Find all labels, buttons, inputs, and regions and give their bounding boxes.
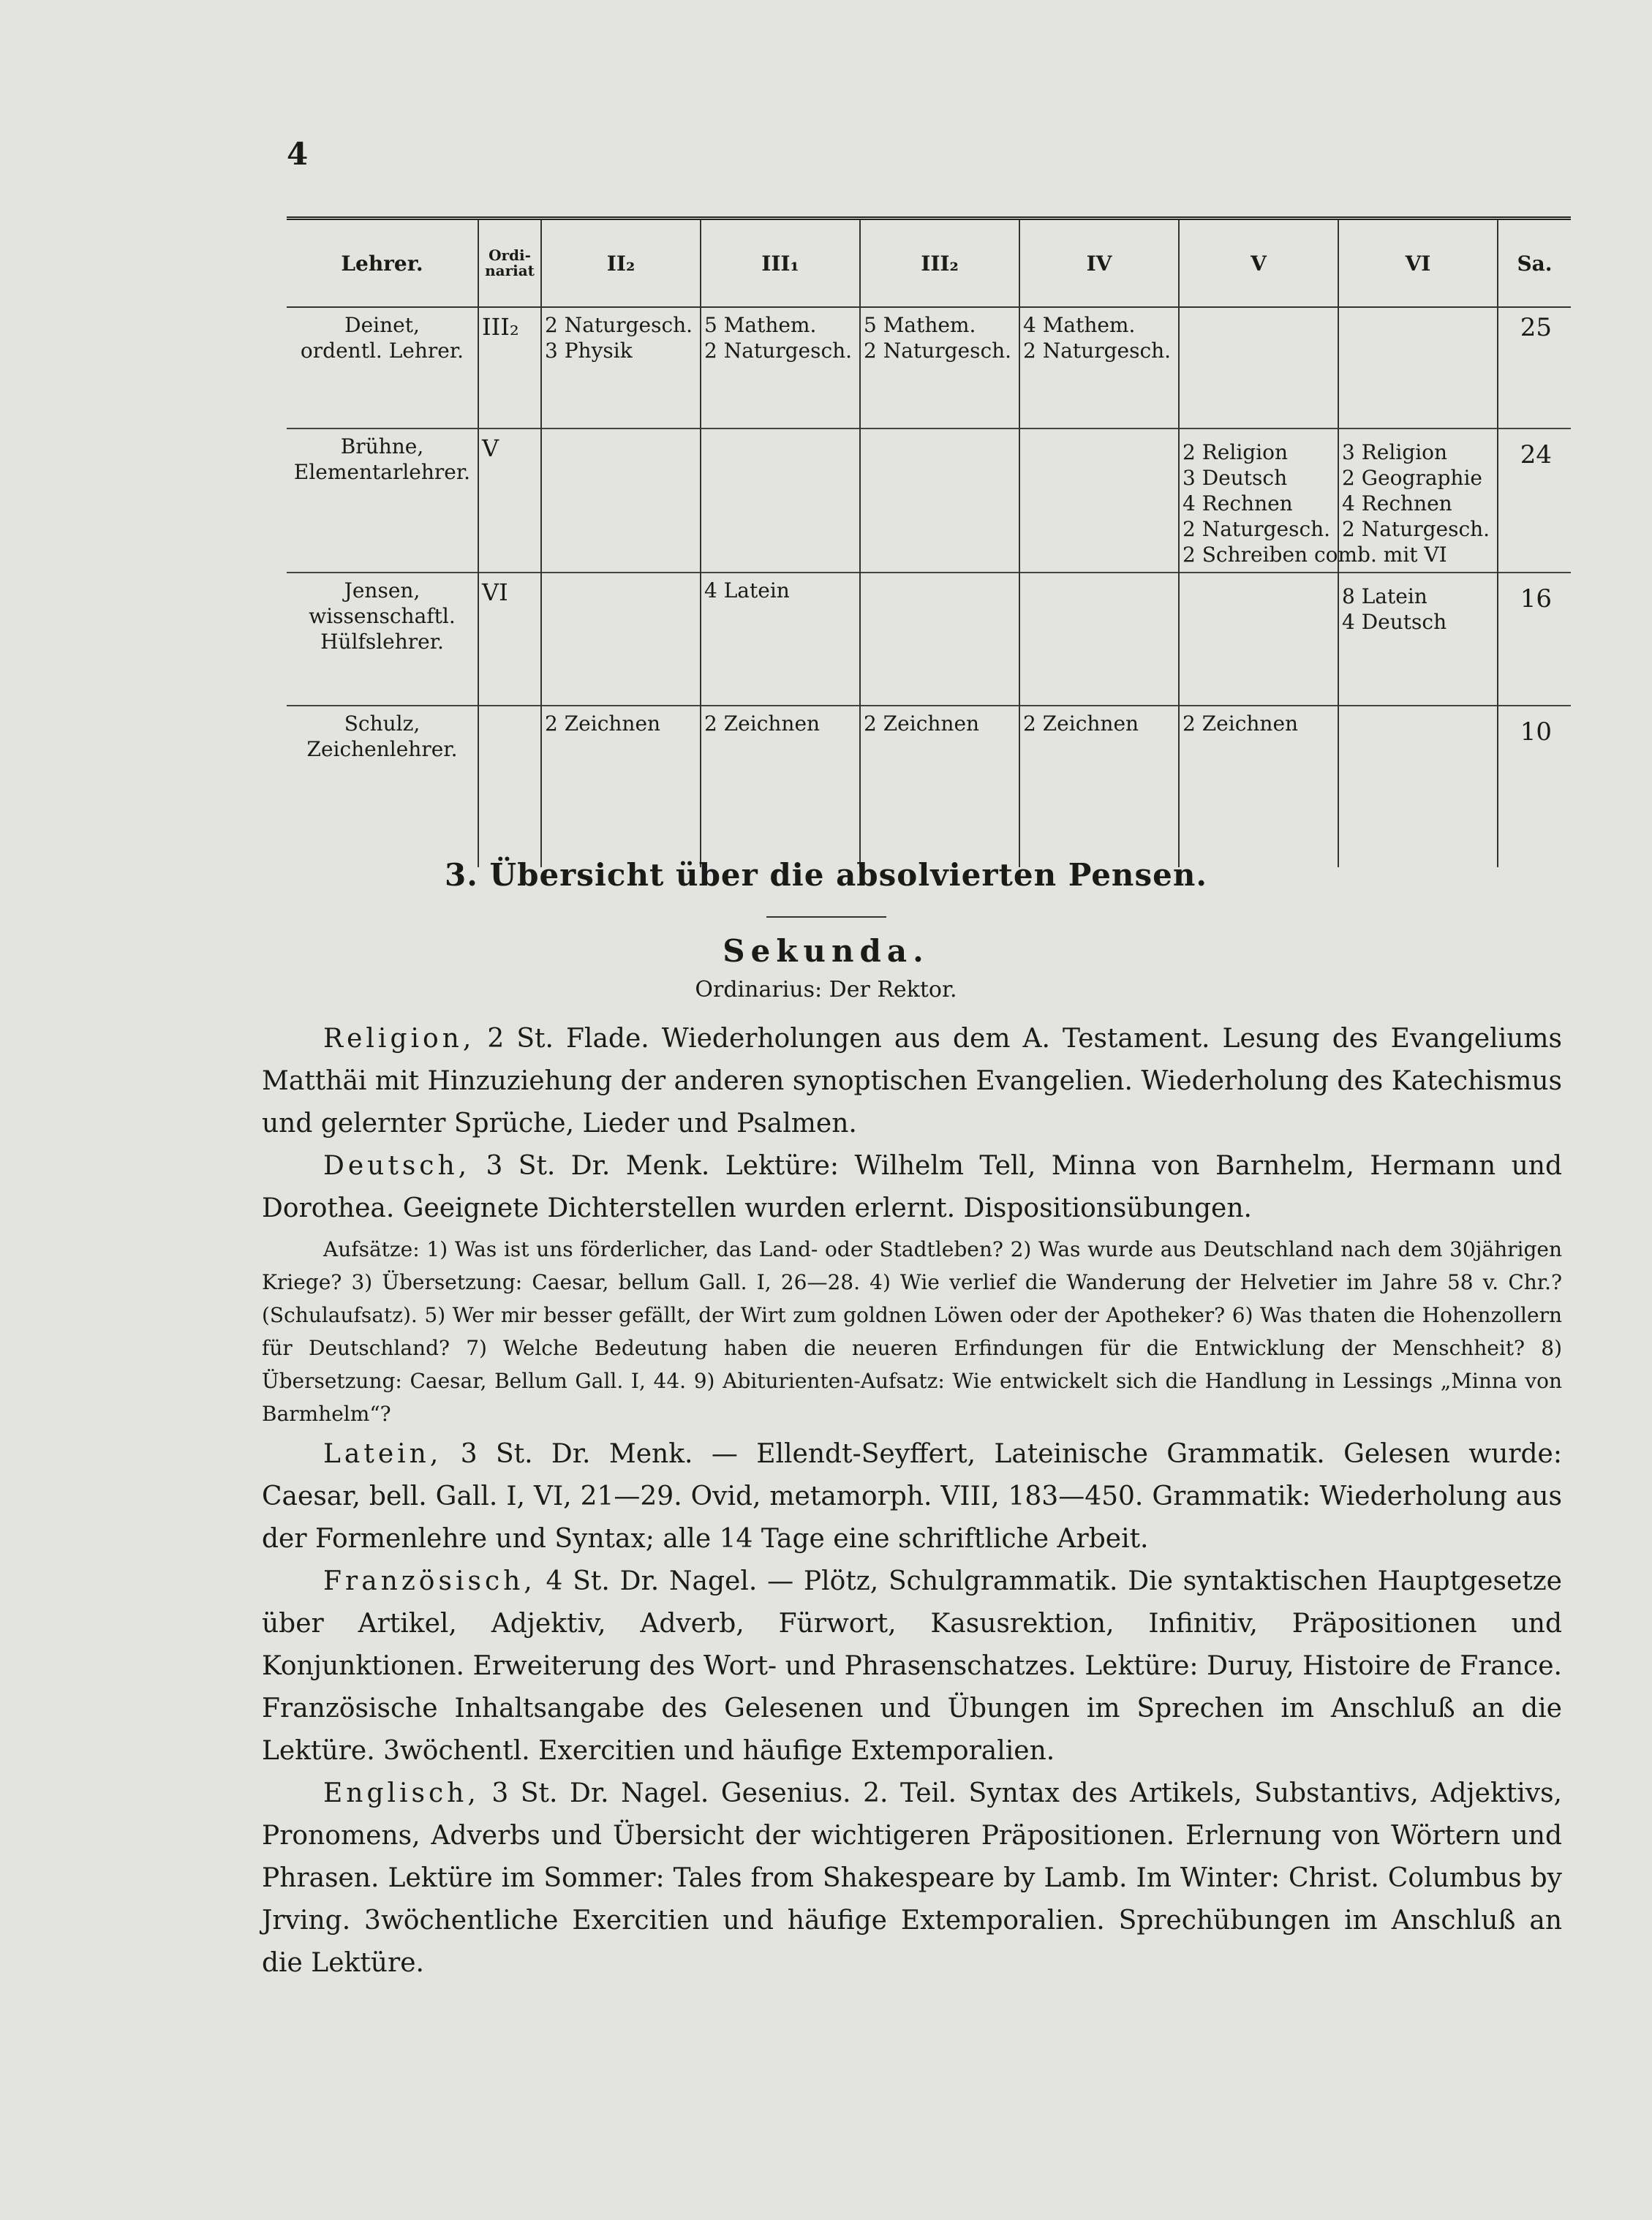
curriculum-text (262, 1018, 1562, 1985)
table-row (287, 706, 1571, 867)
paragraph-text: 3 St. Dr. Menk. — Ellendt-Seyffert, Lateinische Grammatik. Gelesen wurde: Caesar, bell. Gall. I, VI, 21—29. Ovid, metamorph. VIII, 183—450. Grammatik: Wiederholung aus der Formenlehre und Syntax; alle 14 Tage eine schriftliche Arbeit. (262, 1439, 1562, 1554)
lesson-entry: 5 Mathem. (704, 313, 817, 337)
lesson-cell (701, 428, 860, 573)
paragraph-text: 3 St. Dr. Nagel. Gesenius. 2. Teil. Syntax des Artikels, Substantivs, Adjektivs, Pronomens, Adverbs und Übersicht der wichtigeren Präpositionen. Erlernung von Wörtern und Phrasen. Lektüre im Sommer: Tales from Shakespeare by Lamb. Im Winter: Christ. Columbus by Jrving. 3wöchentliche Exercitien und häufige Extemporalien. Sprechübungen im Anschluß an die Lektüre. (262, 1778, 1562, 1978)
lesson-entry: 2 Zeichnen (1023, 711, 1139, 736)
table-row (287, 573, 1571, 706)
lesson-entry: 2 Religion (1183, 440, 1289, 464)
header-class: V (1179, 219, 1338, 308)
table-row (287, 428, 1571, 573)
lesson-cell (1019, 706, 1179, 867)
lesson-cell (1179, 573, 1338, 706)
header-sum: Sa. (1498, 219, 1571, 308)
subject-label: Religion, (323, 1024, 475, 1054)
header-class: III₁ (701, 219, 860, 308)
aufsaetze-paragraph: Aufsätze: 1) Was ist uns förderlicher, das Land- oder Stadtleben? 2) Was wurde aus Deutschland nach dem 30jährigen Kriege? 3) Übersetzung: Caesar, bellum Gall. I, 26—28. 4) Wie verlief die Wanderung der Helvetier im Jahre 58 v. Chr.? (Schulaufsatz). 5) Wer mir besser gefällt, der Wirt zum goldnen Löwen oder der Apotheker? 6) Was thaten die Hohenzollern für Deutschland? 7) Welche Bedeutung haben die neueren Erfindungen für die Entwicklung der Menschheit? 8) Übersetzung: Caesar, Bellum Gall. I, 44. 9) Abiturienten-Aufsatz: Wie entwickelt sich die Handlung in Lessings „Minna von Barmhelm“? (262, 1237, 1562, 1426)
subject-label: Latein, (323, 1439, 442, 1469)
ordinariat-cell: III₂ (478, 307, 541, 428)
teacher-cell (287, 573, 478, 706)
page-number: 4 (287, 136, 309, 172)
sum-cell: 24 (1498, 428, 1571, 573)
lesson-cell (541, 706, 701, 867)
teacher-name: Schulz, (344, 711, 420, 736)
header-ordinariat: Ordi-nariat (478, 219, 541, 308)
lesson-entry: 2 Naturgesch. (704, 339, 853, 363)
header-class: VI (1338, 219, 1498, 308)
sum-cell: 16 (1498, 573, 1571, 706)
lesson-cell (1179, 307, 1338, 428)
teacher-name: Brühne, (340, 434, 424, 458)
subject-label: Englisch, (323, 1778, 480, 1808)
ordinarius-line: Ordinarius: Der Rektor. (695, 977, 957, 1003)
teacher-title: Elementarlehrer. (293, 460, 471, 484)
teacher-cell (287, 706, 478, 867)
lesson-entry: 5 Mathem. (864, 313, 976, 337)
lesson-cell (701, 706, 860, 867)
table-row (287, 307, 1571, 428)
lesson-cell (860, 706, 1019, 867)
lesson-cell (1019, 428, 1179, 573)
header-class: III₂ (860, 219, 1019, 308)
lesson-cell (1338, 307, 1498, 428)
lesson-entry: 4 Rechnen (1183, 491, 1293, 516)
paragraph-text: 4 St. Dr. Nagel. — Plötz, Schulgrammatik. Die syntaktischen Hauptgesetze über Artikel, Adjektiv, Adverb, Fürwort, Kasusrektion, Infinitiv, Präpositionen und Konjunktionen. Erweiterung des Wort- und Phrasenschatzes. Lektüre: Duruy, Histoire de France. Französische Inhaltsangabe des Gelesenen und Übungen im Sprechen im Anschluß an die Lektüre. 3wöchentl. Exercitien und häufige Extemporalien. (262, 1566, 1562, 1766)
lesson-entry: 3 Religion (1342, 440, 1448, 464)
class-name: Sekunda. (723, 933, 929, 969)
header-class: II₂ (541, 219, 701, 308)
table-header-row (287, 219, 1571, 308)
lesson-cell (701, 307, 860, 428)
lesson-entry: 2 Naturgesch. (1023, 339, 1172, 363)
ordinariat-cell (478, 706, 541, 867)
subject-label: Französisch, (323, 1566, 536, 1596)
lesson-entry: 3 Deutsch (1183, 466, 1288, 490)
lesson-entry: 2 Naturgesch. (545, 313, 693, 337)
lesson-entry: 2 Naturgesch. (864, 339, 1012, 363)
section-heading: 3. Übersicht über die absolvierten Pensen. (444, 857, 1207, 893)
lesson-cell (860, 428, 1019, 573)
teacher-title: ordentl. Lehrer. (300, 339, 464, 363)
teacher-name: Deinet, (344, 313, 420, 337)
lesson-entry: 3 Physik (545, 339, 633, 363)
sum-cell: 10 (1498, 706, 1571, 867)
lesson-cell (1019, 573, 1179, 706)
lesson-cell (701, 573, 860, 706)
lesson-entry: 4 Latein (704, 578, 790, 603)
lesson-entry: 4 Rechnen (1342, 491, 1452, 516)
lesson-entry: 2 Naturgesch. (1342, 517, 1490, 541)
teacher-schedule-table (287, 216, 1571, 867)
deutsch-paragraph (262, 1145, 1562, 1230)
teacher-title: Zeichenlehrer. (306, 737, 458, 761)
paragraph-text: 3 St. Dr. Menk. Lektüre: Wilhelm Tell, Minna von Barnhelm, Hermann und Dorothea. Geeignete Dichterstellen wurden erlernt. Dispositionsübungen. (262, 1151, 1562, 1223)
lesson-entry: 2 Schreiben comb. mit VI (1183, 543, 1447, 567)
sum-cell: 25 (1498, 307, 1571, 428)
lesson-cell (1179, 706, 1338, 867)
teacher-cell (287, 307, 478, 428)
lesson-entry: 2 Zeichnen (545, 711, 661, 736)
heading-divider (766, 916, 886, 918)
lesson-entry: 4 Deutsch (1342, 610, 1447, 634)
lesson-entry: 2 Naturgesch. (1183, 517, 1331, 541)
lesson-cell (541, 307, 701, 428)
englisch-paragraph (262, 1772, 1562, 1985)
lesson-cell (1338, 706, 1498, 867)
franzoesisch-paragraph (262, 1560, 1562, 1772)
teacher-cell (287, 428, 478, 573)
lesson-cell (860, 573, 1019, 706)
lesson-cell (860, 307, 1019, 428)
lesson-entry: 4 Mathem. (1023, 313, 1136, 337)
teacher-title: wissenschaftl. Hülfslehrer. (309, 604, 456, 654)
teacher-name: Jensen, (344, 578, 420, 603)
lesson-entry: 2 Geographie (1342, 466, 1482, 490)
lesson-cell (541, 428, 701, 573)
religion-paragraph (262, 1018, 1562, 1145)
latein-paragraph (262, 1433, 1562, 1560)
lesson-entry: 2 Zeichnen (1183, 711, 1299, 736)
lesson-cell (1019, 307, 1179, 428)
lesson-entry: 8 Latein (1342, 584, 1427, 608)
lesson-cell (1338, 573, 1498, 706)
paragraph-text: 2 St. Flade. Wiederholungen aus dem A. Testament. Lesung des Evangeliums Matthäi mit Hinzuziehung der anderen synoptischen Evangelien. Wiederholung des Katechismus und gelernter Sprüche, Lieder und Psalmen. (262, 1024, 1563, 1139)
header-class: IV (1019, 219, 1179, 308)
lesson-entry: 2 Zeichnen (704, 711, 821, 736)
subject-label: Deutsch, (323, 1151, 471, 1181)
ordinariat-cell: V (478, 428, 541, 573)
lesson-cell (541, 573, 701, 706)
ordinariat-cell: VI (478, 573, 541, 706)
header-teacher: Lehrer. (287, 219, 478, 308)
lesson-entry: 2 Zeichnen (864, 711, 980, 736)
